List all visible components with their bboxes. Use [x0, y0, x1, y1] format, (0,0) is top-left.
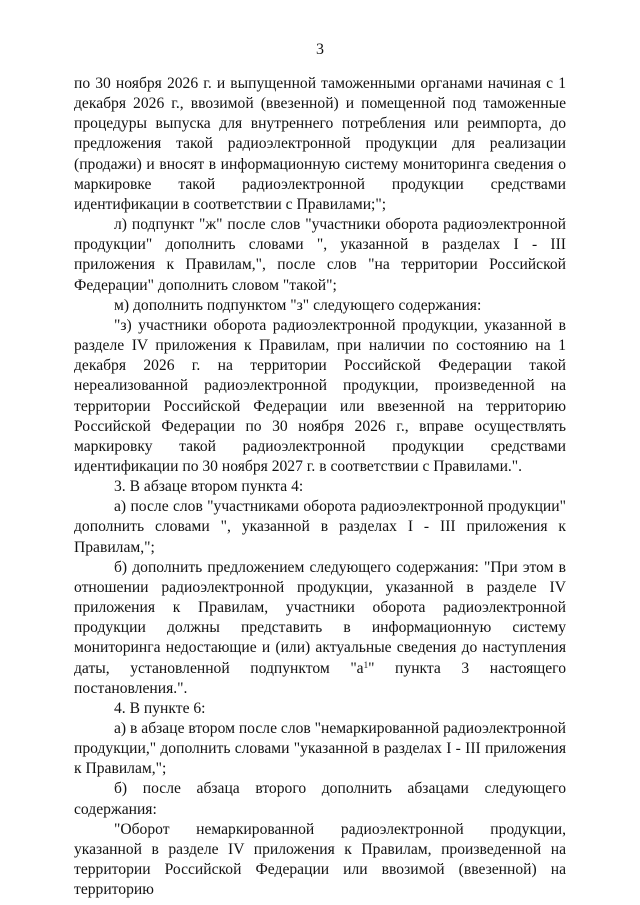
paragraph-item-3-b: [74, 558, 566, 699]
paragraph-item-4-a: а) в абзаце втором после слов "немаркированной радиоэлектронной продукции," дополнить словами "указанной в разделах I - III приложения к Правилам,";: [74, 720, 566, 778]
paragraph-subitem-l: л) подпункт "ж" после слов "участники оборота радиоэлектронной продукции" дополнить словами ", указанной в разделах I - III приложения к Правилам,", после слов "на территории Российской Федерации" дополнить словом "такой";: [74, 216, 566, 294]
paragraph-item-3-b-tail: " пункта 3 настоящего постановления.".: [74, 659, 566, 697]
superscript-one: 1: [363, 659, 369, 670]
paragraph-item-4-b: б) после абзаца второго дополнить абзацами следующего содержания:: [74, 780, 566, 818]
paragraph-continuation: по 30 ноября 2026 г. и выпущенной таможенными органами начиная с 1 декабря 2026 г., ввозимой (ввезенной) и помещенной под таможенные процедуры выпуска для внутреннего потребления или реимпорта, до предложения такой радиоэлектронной продукции для реализации (продажи) и вносят в информационную систему мониторинга сведения о маркировке такой радиоэлектронной продукции средствами идентификации в соответствии с Правилами;";: [74, 75, 566, 213]
paragraph-quote-start: "Оборот немаркированной радиоэлектронной продукции, указанной в разделе IV приложения к Правилам, произведенной на территории Российской Федерации или ввозимой (ввезенной) на территорию: [74, 820, 566, 899]
paragraph-item-3: 3. В абзаце втором пункта 4:: [114, 478, 304, 496]
paragraph-item-4: 4. В пункте 6:: [114, 699, 206, 717]
document-body: [74, 74, 566, 900]
page-number: 3: [316, 41, 324, 58]
paragraph-item-3-b-text: б) дополнить предложением следующего содержания: "При этом в отношении радиоэлектронной продукции, указанной в разделе IV приложения к Правилам, участники оборота радиоэлектронной продукции должны представить в информационную систему мониторинга недостающие и (или) актуальные сведения до наступления даты, установленной подпунктом "а: [74, 558, 566, 677]
paragraph-subitem-m: м) дополнить подпунктом "з" следующего содержания:: [114, 296, 482, 314]
paragraph-item-3-a: а) после слов "участниками оборота радиоэлектронной продукции" дополнить словами ", указанной в разделах I - III приложения к Правилам,";: [74, 498, 566, 556]
paragraph-subitem-z: "з) участники оборота радиоэлектронной продукции, указанной в разделе IV приложения к Правилам, при наличии по состоянию на 1 декабря 2026 г. на территории Российской Федерации такой нереализованной радиоэлектронной продукции, произведенной на территории Российской Федерации или ввезенной на территорию Российской Федерации по 30 ноября 2026 г., вправе осуществлять маркировку такой радиоэлектронной продукции средствами идентификации по 30 ноября 2027 г. в соответствии с Правилами.".: [74, 316, 566, 475]
